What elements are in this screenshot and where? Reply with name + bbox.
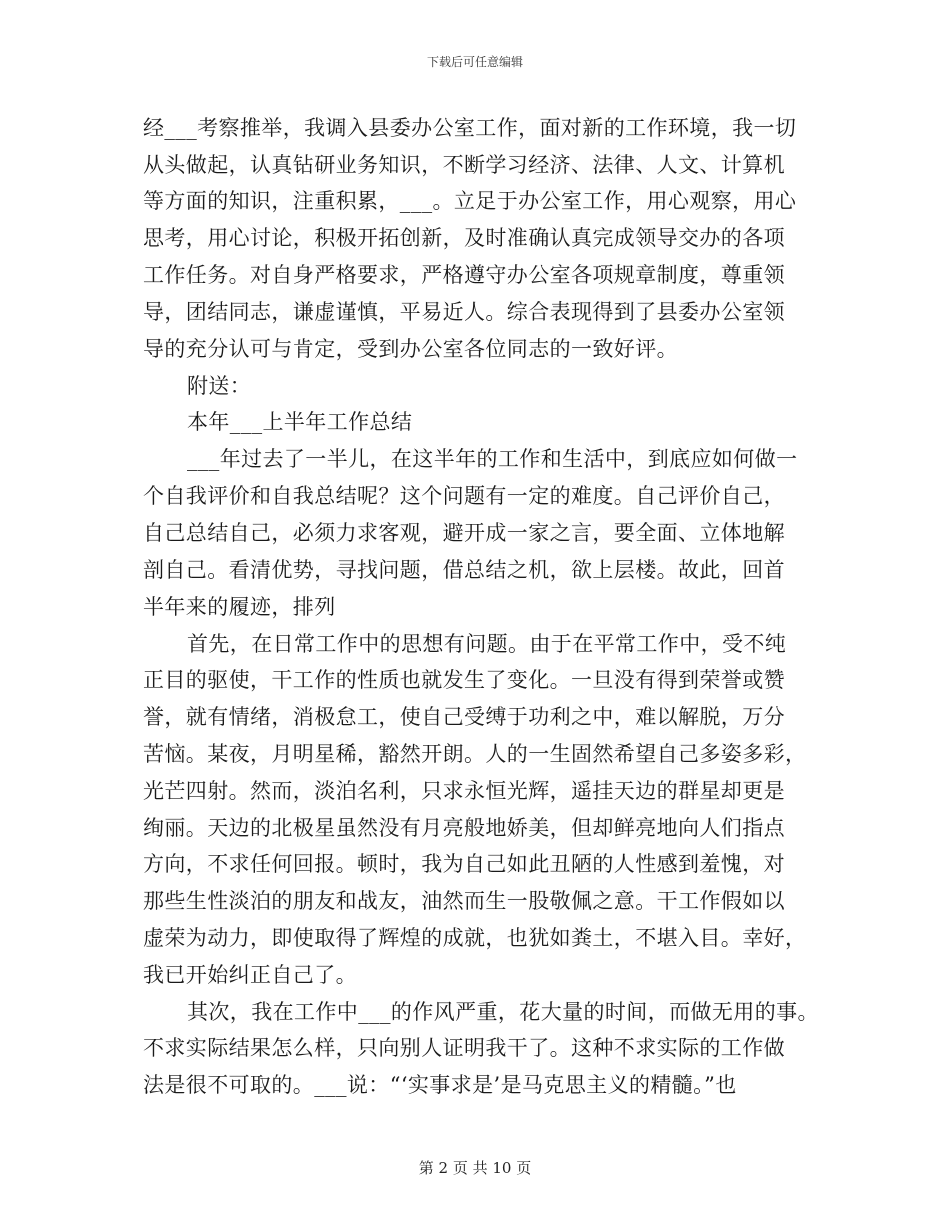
text-line: 思考，用心讨论，积极开拓创新，及时准确认真完成领导交办的各项 — [143, 226, 785, 250]
text-line: 附送： — [187, 374, 252, 398]
page-number: 第 2 页 共 10 页 — [418, 1159, 532, 1177]
text-line: 其次，我在工作中___的作风严重，花大量的时间，而做无用的事。 — [187, 1000, 819, 1024]
text-line: 不求实际结果怎么样，只向别人证明我干了。这种不求实际的工作做 — [143, 1036, 785, 1060]
text-line: 个自我评价和自我总结呢？这个问题有一定的难度。自己评价自己， — [143, 484, 785, 508]
text-line: 导的充分认可与肯定，受到办公室各位同志的一致好评。 — [143, 337, 678, 361]
text-line: 虚荣为动力，即使取得了辉煌的成就，也犹如粪土，不堪入目。幸好， — [143, 926, 807, 950]
text-line: 从头做起，认真钻研业务知识，不断学习经济、法律、人文、计算机 — [143, 153, 785, 177]
text-line: 剖自己。看清优势，寻找问题，借总结之机，欲上层楼。故此，回首 — [143, 558, 785, 582]
text-line: 本年___上半年工作总结 — [187, 410, 413, 434]
text-line: 绚丽。天边的北极星虽然没有月亮般地娇美，但却鲜亮地向人们指点 — [143, 816, 785, 840]
text-line: 那些生性淡泊的朋友和战友，油然而生一股敬佩之意。干工作假如以 — [143, 889, 785, 913]
text-line: 经___考察推举，我调入县委办公室工作，面对新的工作环境，我一切 — [143, 116, 797, 140]
text-line: 等方面的知识，注重积累，___。立足于办公室工作，用心观察，用心 — [143, 189, 797, 213]
text-line: 誉，就有情绪，消极怠工，使自己受缚于功利之中，难以解脱，万分 — [143, 705, 785, 729]
text-line: 正目的驱使，干工作的性质也就发生了变化。一旦没有得到荣誉或赞 — [143, 668, 785, 692]
text-line: 苦恼。某夜，月明星稀，豁然开朗。人的一生固然希望自己多姿多彩， — [143, 742, 807, 766]
text-line: 自己总结自己，必须力求客观，避开成一家之言，要全面、立体地解 — [143, 521, 785, 545]
text-line: ___年过去了一半儿，在这半年的工作和生活中，到底应如何做一 — [187, 447, 798, 471]
text-line: 首先，在日常工作中的思想有问题。由于在平常工作中，受不纯 — [187, 632, 787, 656]
text-line: 法是很不可取的。___说：“‘实事求是’是马克思主义的精髓。”也 — [143, 1073, 737, 1097]
page-header: 下载后可任意编辑 — [426, 55, 523, 69]
text-line: 方向，不求任何回报。顿时，我为自己如此丑陋的人性感到羞愧，对 — [143, 852, 785, 876]
text-line: 半年来的履迹，排列 — [143, 595, 336, 619]
text-line: 导，团结同志，谦虚谨慎，平易近人。综合表现得到了县委办公室领 — [143, 300, 785, 324]
text-line: 光芒四射。然而，淡泊名利，只求永恒光辉，遥挂天边的群星却更是 — [143, 779, 785, 803]
text-line: 我已开始纠正自己了。 — [143, 963, 357, 987]
text-line: 工作任务。对自身严格要求，严格遵守办公室各项规章制度，尊重领 — [143, 263, 785, 287]
